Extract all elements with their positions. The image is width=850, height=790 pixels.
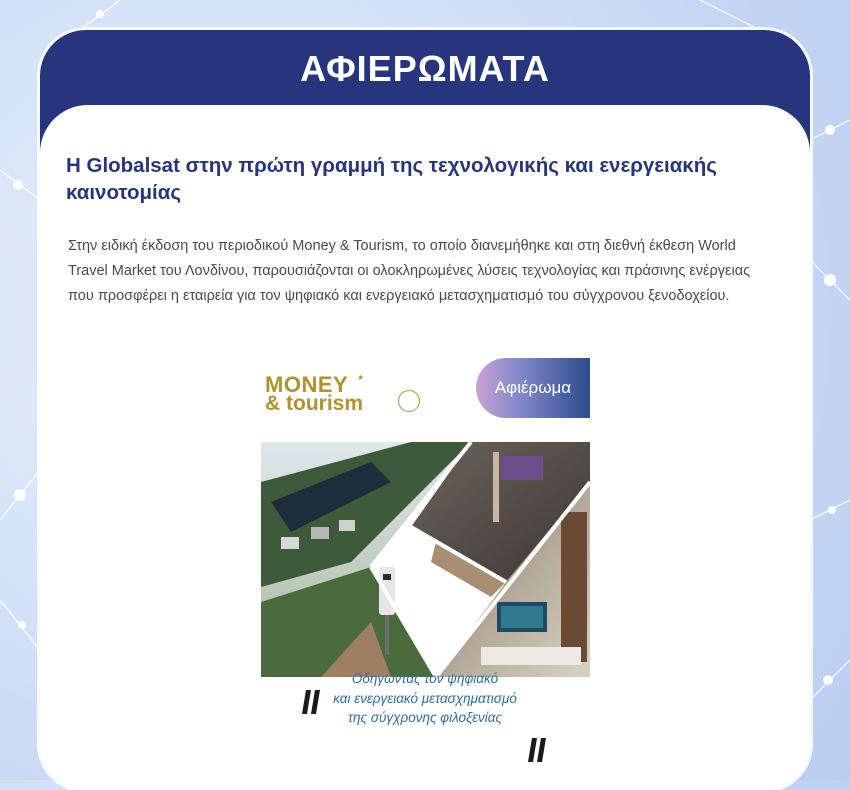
- caption-line-2: και ενεργειακό μετασχηματισμό: [333, 690, 517, 706]
- feature-pill-label: Αφιέρωμα: [476, 358, 590, 418]
- article-headline[interactable]: Η Globalsat στην πρώτη γραμμή της τεχνολογικής και ενεργειακής καινοτομίας: [66, 154, 717, 204]
- logo-best-seal: [398, 390, 420, 412]
- close-quote-icon: [528, 738, 548, 764]
- logo-money-text: MONEY: [265, 372, 349, 397]
- caption-line-1: Οδηγώντας τον ψηφιακό: [351, 671, 499, 686]
- article-body: Στην ειδική έκδοση του περιοδικού Money & Tourism, το οποίο διανεμήθηκε και στη διεθνή έκθεση World Travel Market του Λονδίνου, παρουσιάζονται οι ολοκληρωμένες λύσεις τεχνολογίας και πράσινης ενέργειας που προσφέρει η εταιρεία για τον ψηφιακό και ενεργειακό μετασχηματισμό του σύγχρονου ξενοδοχείου.: [68, 238, 751, 304]
- promo-caption: [0, 669, 850, 728]
- logo-anniversary-badge: ★: [357, 373, 365, 382]
- hotel-photo-collage: [261, 442, 590, 677]
- logo-tourism-text: & tourism: [265, 392, 364, 415]
- money-tourism-logo: [261, 357, 421, 442]
- caption-line-3: της σύγχρονης φιλοξενίας: [347, 710, 503, 725]
- promo-banner[interactable]: [261, 357, 590, 677]
- section-title: ΑΦΙΕΡΩΜΑΤΑ: [300, 48, 550, 89]
